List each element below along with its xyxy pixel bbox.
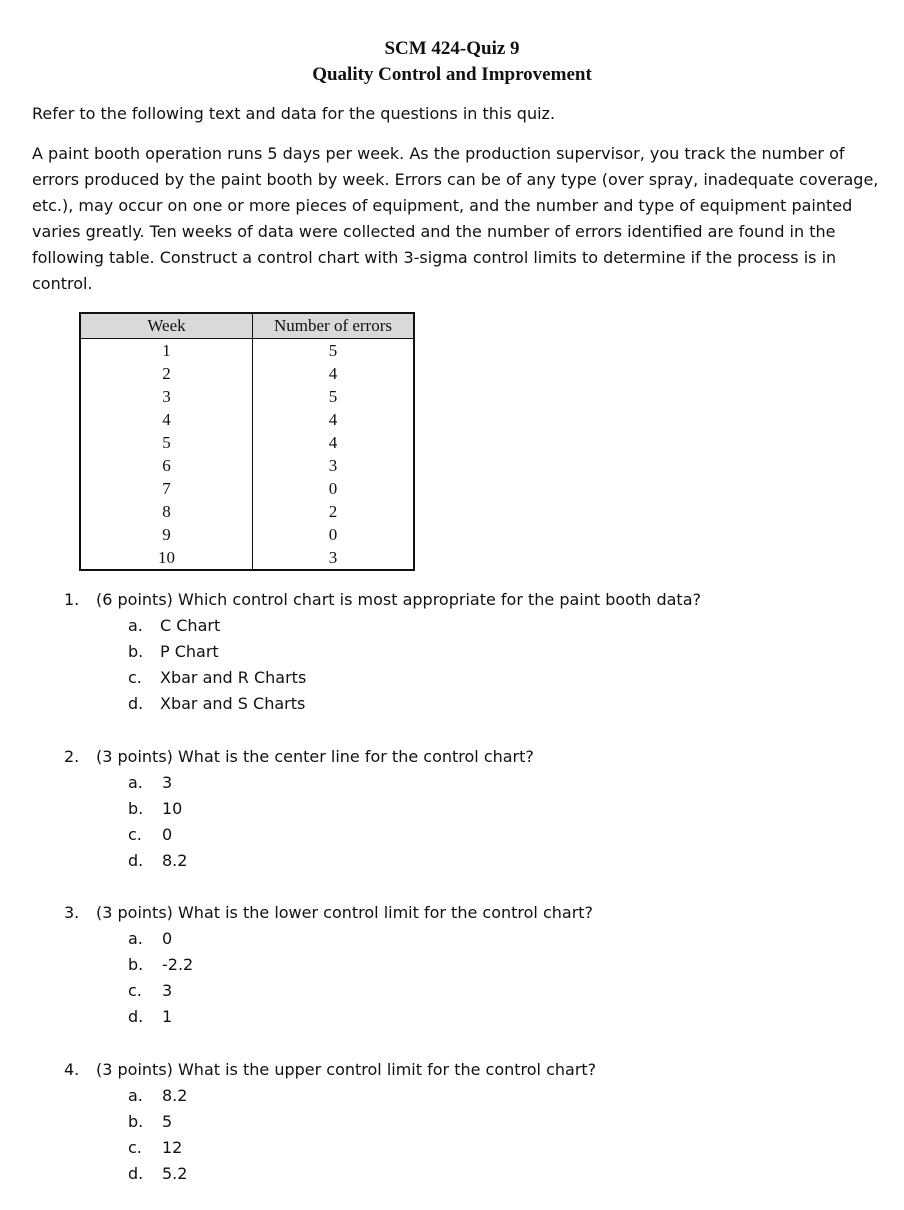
option-text: 0 <box>162 825 173 844</box>
question-text: (3 points) What is the center line for the control chart? <box>96 747 534 766</box>
errors-cell: 3 <box>328 548 338 567</box>
week-cell: 7 <box>80 477 253 500</box>
answer-option <box>128 1004 864 1030</box>
question-number: 4. <box>64 1060 80 1079</box>
answer-option <box>128 770 864 796</box>
option-letter: b. <box>128 1112 144 1131</box>
option-letter: d. <box>128 1164 144 1183</box>
option-letter: c. <box>128 668 142 687</box>
week-cell: 4 <box>80 408 253 431</box>
option-text: -2.2 <box>162 955 194 974</box>
option-letter: b. <box>128 799 144 818</box>
option-text: 12 <box>162 1138 183 1157</box>
option-letter: b. <box>128 955 144 974</box>
option-text: C Chart <box>160 616 221 635</box>
table-row <box>80 408 414 431</box>
table-row <box>80 477 414 500</box>
option-text: 5 <box>162 1112 173 1131</box>
option-letter: c. <box>128 825 142 844</box>
week-cell: 1 <box>80 339 253 363</box>
option-text: P Chart <box>160 642 219 661</box>
errors-cell: 5 <box>328 387 338 406</box>
option-text: Xbar and S Charts <box>160 694 306 713</box>
table-row <box>80 431 414 454</box>
answer-option <box>128 952 864 978</box>
table-row <box>80 362 414 385</box>
errors-column-header: Number of errors <box>253 313 415 339</box>
errors-cell: 3 <box>328 456 338 475</box>
week-cell: 5 <box>80 431 253 454</box>
errors-cell: 4 <box>328 364 338 383</box>
errors-cell: 4 <box>328 410 338 429</box>
week-cell: 3 <box>80 385 253 408</box>
option-letter: a. <box>128 773 143 792</box>
errors-cell: 4 <box>328 433 338 452</box>
table-row <box>80 339 414 363</box>
answer-options <box>64 613 864 717</box>
week-cell: 2 <box>80 362 253 385</box>
question-text: (6 points) Which control chart is most appropriate for the paint booth data? <box>96 590 701 609</box>
week-cell: 9 <box>80 523 253 546</box>
answer-option <box>128 665 864 691</box>
title-line-1: SCM 424-Quiz 9 <box>384 38 520 59</box>
option-letter: a. <box>128 616 143 635</box>
option-letter: d. <box>128 851 144 870</box>
errors-cell: 0 <box>328 479 338 498</box>
errors-cell: 0 <box>328 525 338 544</box>
option-text: 8.2 <box>162 1086 188 1105</box>
option-text: 5.2 <box>162 1164 188 1183</box>
question-number: 2. <box>64 747 80 766</box>
option-letter: d. <box>128 694 144 713</box>
week-cell: 8 <box>80 500 253 523</box>
option-text: 1 <box>162 1007 173 1026</box>
errors-cell: 2 <box>328 502 338 521</box>
question-3 <box>64 900 864 1030</box>
answer-option <box>128 1135 864 1161</box>
answer-option <box>128 1109 864 1135</box>
intro-text: Refer to the following text and data for the questions in this quiz. <box>32 104 556 123</box>
option-text: 10 <box>162 799 183 818</box>
question-number: 1. <box>64 590 80 609</box>
option-text: 3 <box>162 981 173 1000</box>
answer-options <box>64 770 864 874</box>
answer-option <box>128 926 864 952</box>
answer-option <box>128 1161 864 1187</box>
week-column-header: Week <box>80 313 253 339</box>
answer-option <box>128 1083 864 1109</box>
errors-table <box>79 312 415 571</box>
table-row <box>80 385 414 408</box>
option-text: 8.2 <box>162 851 188 870</box>
table-row <box>80 500 414 523</box>
answer-option <box>128 613 864 639</box>
answer-option <box>128 822 864 848</box>
table-header-row <box>80 313 414 339</box>
option-letter: a. <box>128 1086 143 1105</box>
question-1 <box>64 587 864 717</box>
question-2 <box>64 744 864 874</box>
option-letter: c. <box>128 1138 142 1157</box>
answer-option <box>128 639 864 665</box>
answer-option <box>128 848 864 874</box>
question-text: (3 points) What is the upper control limit for the control chart? <box>96 1060 597 1079</box>
option-text: 0 <box>162 929 173 948</box>
option-letter: d. <box>128 1007 144 1026</box>
answer-options <box>64 1083 864 1187</box>
answer-option <box>128 691 864 717</box>
option-text: Xbar and R Charts <box>160 668 307 687</box>
week-cell: 6 <box>80 454 253 477</box>
document-title <box>0 36 904 88</box>
answer-option <box>128 978 864 1004</box>
option-letter: c. <box>128 981 142 1000</box>
option-letter: b. <box>128 642 144 661</box>
question-4 <box>64 1057 864 1187</box>
table-row <box>80 523 414 546</box>
problem-description: A paint booth operation runs 5 days per week. As the production supervisor, you track the number of errors produced by the paint booth by week. Errors can be of any type (over spray, inadequate coverage, etc.), may occur on one or more pieces of equipment, and the number and type of equipment painted varies greatly. Ten weeks of data were collected and the number of errors identified are found in the following table. Construct a control chart with 3-sigma control limits to determine if the process is in control. <box>32 144 879 293</box>
question-number: 3. <box>64 903 80 922</box>
option-letter: a. <box>128 929 143 948</box>
question-text: (3 points) What is the lower control limit for the control chart? <box>96 903 594 922</box>
table-row <box>80 454 414 477</box>
option-text: 3 <box>162 773 173 792</box>
table-row <box>80 546 414 570</box>
title-line-2: Quality Control and Improvement <box>312 64 592 85</box>
answer-options <box>64 926 864 1030</box>
week-cell: 10 <box>80 546 253 570</box>
answer-option <box>128 796 864 822</box>
errors-cell: 5 <box>328 341 338 360</box>
